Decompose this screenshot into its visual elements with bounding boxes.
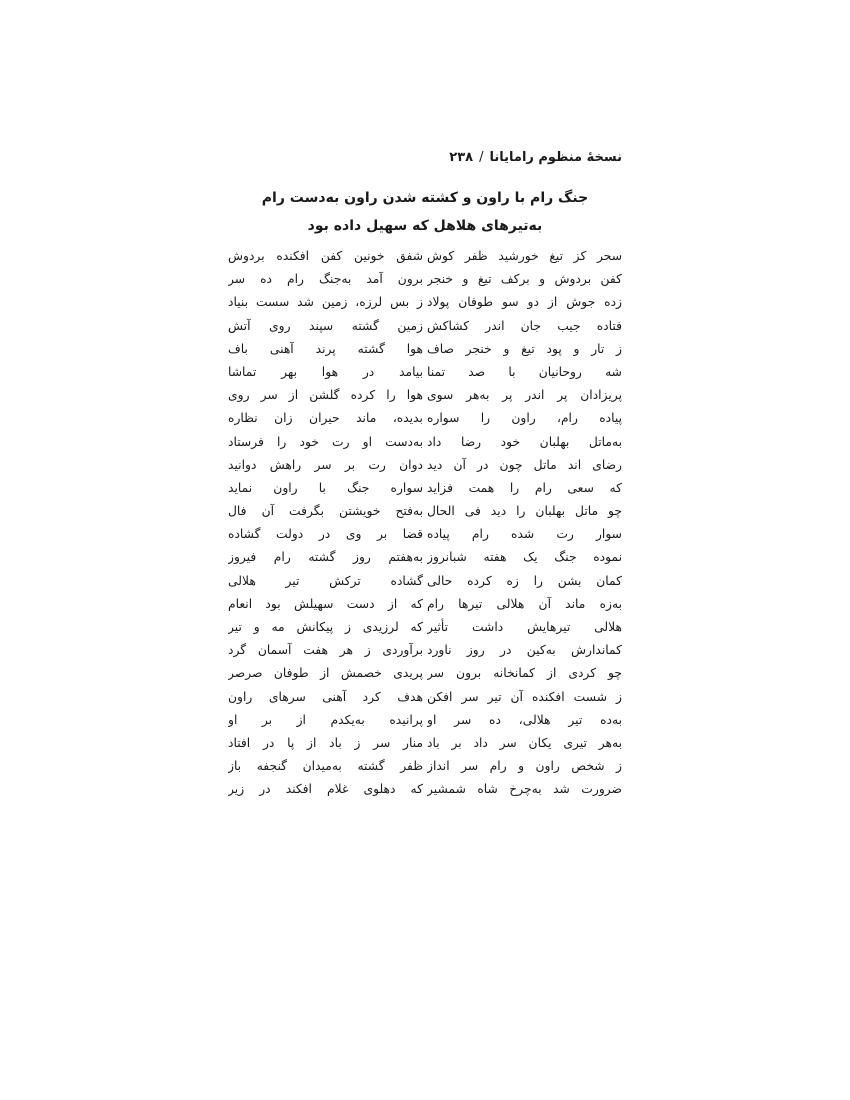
hemistich-second: منار سر ز باد از پا در افتاد (228, 735, 423, 750)
hemistich-first: سحر کز تیغ خورشید ظفر کوش (427, 249, 622, 263)
hemistich-first: ز شست افکنده آن تیر سر افکن (427, 689, 622, 704)
hemistich-first: رضای اند ماتل چون در آن دید (427, 457, 622, 472)
hemistich-second: سواره جنگ با راون نماید (228, 480, 423, 495)
hemistich-second: بیامد در هوا بهر تماشا (228, 364, 423, 379)
hemistich-first: سوار رت شده رام پیاده (427, 527, 622, 542)
hemistich-second: هوا گشته پرند آهنی باف (228, 341, 423, 356)
hemistich-first: کفن بردوش و برکف تیغ و خنجر (427, 272, 622, 287)
verse-column-right (427, 245, 622, 802)
hemistich-second: دوان رت بر سر راهش دوانید (228, 457, 423, 472)
hemistich-first: به‌ماتل بهلبان خود رضا داد (427, 434, 622, 449)
hemistich-first: فتاده جیب جان اندر کشاکش (427, 318, 622, 333)
hemistich-first: ز شخص راون و رام سر انداز (427, 759, 622, 774)
hemistich-first: کمان بشن را زه کرده حالی (427, 573, 622, 588)
hemistich-second: زمین گشته سپند روی آتش (228, 318, 423, 333)
chapter-title-line-1: جنگ رام با راون و کشته شدن راون به‌دست رام (261, 190, 589, 206)
hemistich-first: چو کردی از کمانخانه برون سر (427, 666, 622, 681)
hemistich-second: به‌هفتم روز گشته رام فیروز (228, 550, 423, 565)
hemistich-first: ضرورت شد به‌چرخ شاه شمشیر (427, 782, 622, 797)
hemistich-second: هوا را کرده گلشن از سر روی (228, 388, 423, 403)
hemistich-second: ز بس لرزه، زمین شد سست بنیاد (228, 295, 423, 310)
hemistich-first: کماندارش به‌کین در روز ناورد (427, 643, 622, 658)
hemistich-first: ز تار و پود تیغ و خنجر صاف (427, 341, 622, 356)
verse-column-left (228, 245, 423, 802)
hemistich-second: که از دست سهیلش بود انعام (228, 596, 423, 611)
hemistich-second: به‌فتح خویشتن بگرفت آن فال (228, 504, 423, 519)
hemistich-second: ظفر گشته به‌میدان گنجفه باز (228, 759, 423, 774)
running-header (449, 150, 622, 165)
hemistich-second: که دهلوی غلام افکند در زیر (228, 782, 423, 797)
hemistich-first: چو ماتل بهلبان را دید فی الحال (427, 504, 622, 519)
hemistich-first: به‌هر تیری یکان سر داد بر باد (427, 735, 622, 750)
hemistich-first: پیاده رام، راون را سواره (427, 411, 622, 426)
hemistich-first: شه روحانیان با صد تمنا (427, 364, 622, 379)
hemistich-second: هدف کرد آهنی سرهای راون (228, 689, 423, 704)
hemistich-second: پریدی خصمش از طوفان صرصر (228, 666, 423, 681)
hemistich-first: پریزادان پر اندر پر به‌هر سوی (427, 388, 622, 403)
hemistich-second: گشاده ترکش تیر هلالی (228, 573, 423, 588)
hemistich-second: بدیده، ماند حیران زان نظاره (228, 411, 423, 426)
hemistich-second: برون آمد به‌جنگ رام ده سر (228, 272, 423, 287)
book-title: نسخهٔ منظوم رامایانا (489, 150, 622, 165)
hemistich-second: برآوردی ز هر هفت آسمان گرد (228, 643, 423, 658)
hemistich-first: نموده جنگ یک هفته شبانروز (427, 550, 622, 565)
hemistich-first: به‌زه ماند آن هلالی تیرها رام (427, 596, 622, 611)
header-separator: / (479, 150, 484, 165)
hemistich-first: به‌ده تیر هلالی، ده سر او (427, 712, 622, 727)
page-number: ۲۳۸ (449, 150, 474, 165)
hemistich-second: پرانیده به‌یکدم از بر او (228, 712, 423, 727)
hemistich-first: زده جوش از دو سو طوفان پولاد (427, 295, 622, 310)
chapter-title-line-2: به‌تیرهای هلاهل که سهیل داده بود (307, 218, 543, 234)
hemistich-second: که لرزیدی ز پیکانش مه و تیر (228, 620, 423, 634)
hemistich-second: قضا بر وی در دولت گشاده (228, 527, 423, 542)
hemistich-first: که سعی رام را همت فزاید (427, 480, 622, 495)
hemistich-second: به‌دست او رت خود را فرستاد (228, 434, 423, 449)
hemistich-second: شفق خونین کفن افکنده بردوش (228, 249, 423, 263)
hemistich-first: هلالی تیرهایش داشت تأثیر (427, 620, 622, 634)
